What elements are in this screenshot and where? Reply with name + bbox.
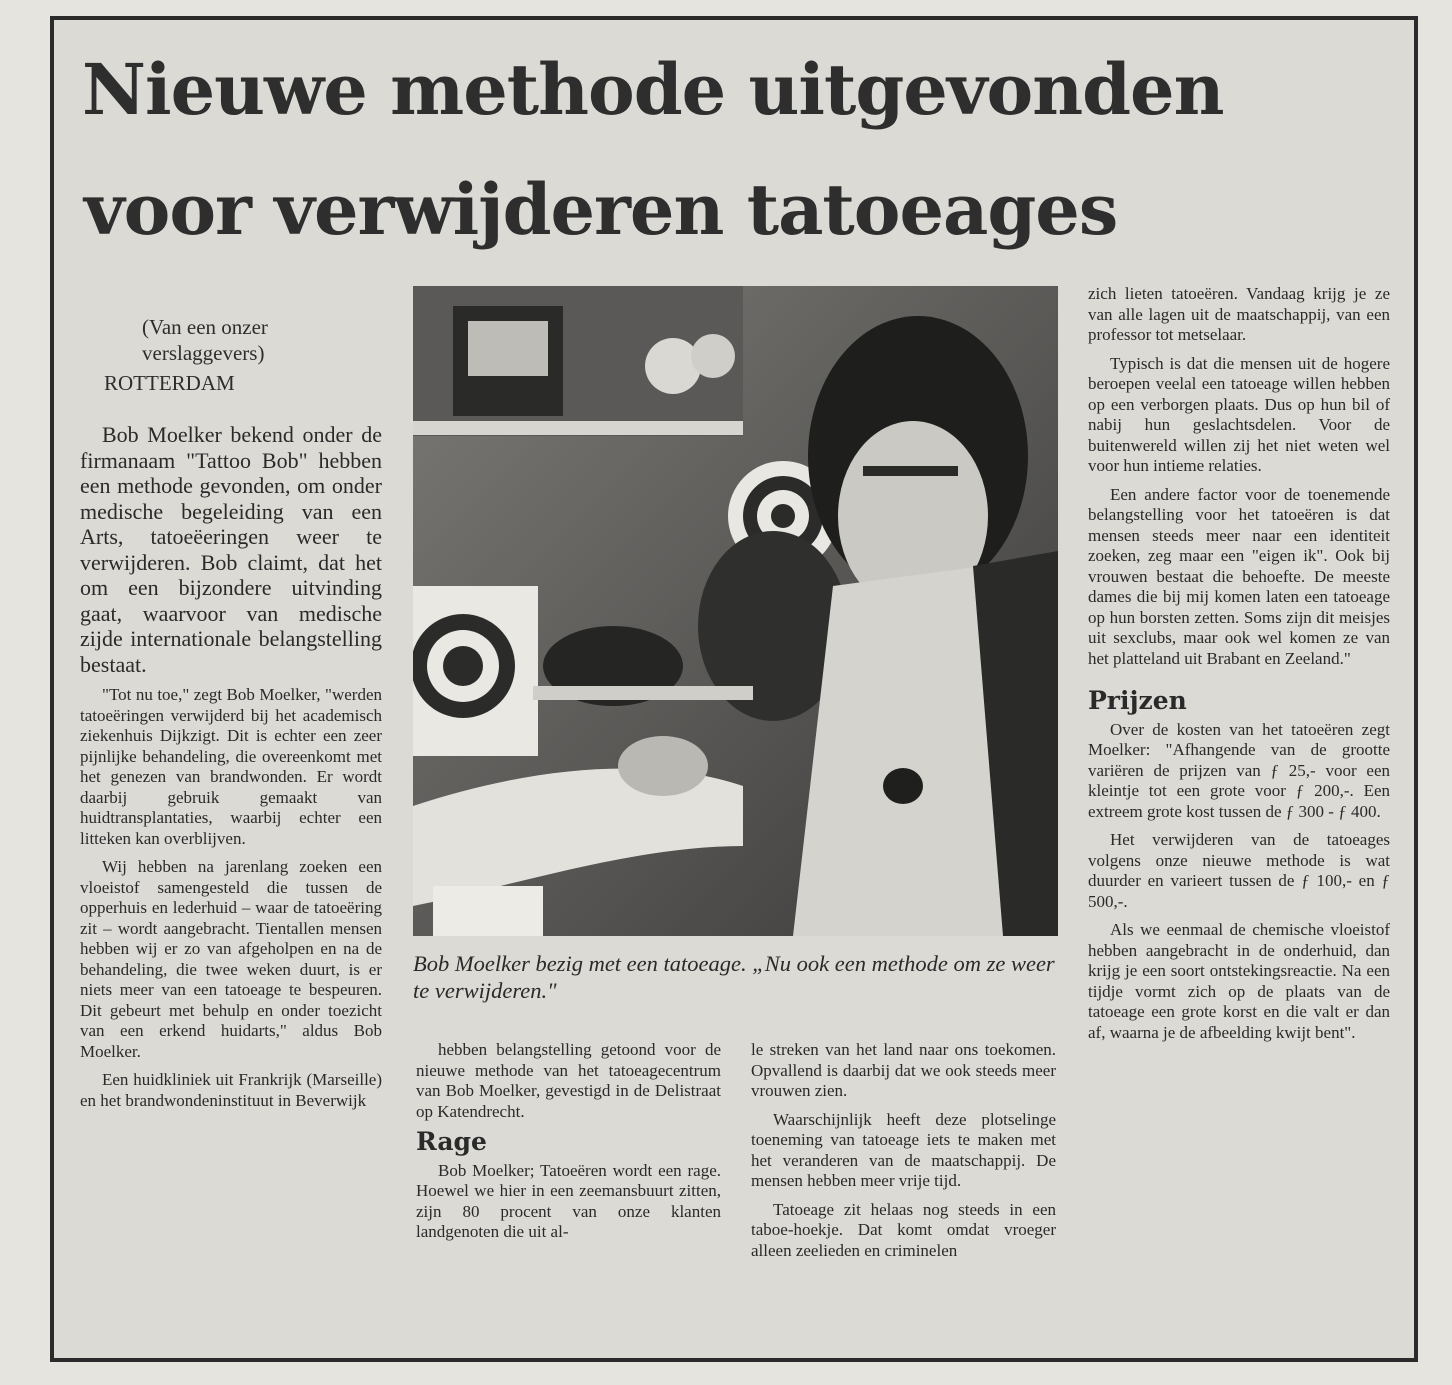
column-4	[1088, 284, 1390, 1051]
photo-caption: Bob Moelker bezig met een tatoeage. „Nu ook een methode om ze weer te verwijderen."	[413, 951, 1055, 1003]
subhead-rage: Rage	[416, 1127, 487, 1156]
byline-city: ROTTERDAM	[104, 371, 235, 395]
paragraph: Bob Moelker; Tatoeëren wordt een rage. Hoewel we hier in een zeemansbuurt zitten, zijn 80 procent van onze klanten landgenoten die uit al-	[416, 1160, 721, 1241]
paragraph: Waarschijnlijk heeft deze plotselinge toeneming van tatoeage iets te maken met het veranderen van de maatschappij. De mensen hebben meer vrije tijd.	[751, 1109, 1056, 1190]
paragraph: hebben belangstelling getoond voor de nieuwe methode van het tatoeagecentrum van Bob Moelker, gevestigd in de Delistraat op Katendrecht.	[416, 1040, 721, 1121]
paragraph: Typisch is dat die mensen uit de hogere beroepen veelal een tatoeage willen hebben op een verborgen plaats. Dus op hun bil of nabij hun geslachtsdelen. Voor de buitenwereld willen zij het niet weten wel voor hun intieme relaties.	[1088, 353, 1390, 475]
paragraph: Tatoeage zit helaas nog steeds in een taboe-hoekje. Dat komt omdat vroeger alleen zeelieden en criminelen	[751, 1199, 1056, 1260]
byline-source-2: verslaggevers)	[142, 341, 265, 365]
paragraph: zich lieten tatoeëren. Vandaag krijg je ze van alle lagen uit de maatschappij, van een professor tot metselaar.	[1088, 284, 1390, 344]
headline-line-2: voor verwijderen tatoeages	[84, 168, 1118, 251]
column-3	[751, 1040, 1056, 1269]
paragraph: Het verwijderen van de tatoeages volgens onze nieuwe methode is wat duurder en varieert tussen de ƒ 100,- en ƒ 500,-.	[1088, 830, 1390, 911]
byline-source-1: (Van een onzer	[142, 315, 268, 339]
column-2	[416, 1040, 721, 1251]
paragraph: Bob Moelker bekend onder de firmanaam "Tattoo Bob" hebben een methode gevonden, om onder medische begeleiding van een Arts, tatoeëeringen weer te verwijderen. Bob claimt, dat het om een bijzondere uitvinding gaat, waarvoor van medische zijde internationale belangstelling bestaat.	[80, 422, 382, 677]
paragraph: Als we eenmaal de chemische vloeistof hebben aangebracht in de onderhuid, dan krijg je een soort ontstekingsreactie. Na een tijdje vormt zich op de plaats van de tatoeage een grote korst en die valt er dan af, waarna je de afbeelding kwijt bent".	[1088, 920, 1390, 1042]
paragraph: Een andere factor voor de toenemende belangstelling voor het tatoeëren is dat mensen steeds meer naar een identiteit zoeken, zeg maar een "eigen ik". Ook bij vrouwen bestaat die behoefte. De meeste dames die bij mij komen laten een tatoeage op hun borsten zetten. Soms zijn dit meisjes uit sexclubs, maar ook wel komen ze van het platteland uit Brabant en Zeeland."	[1088, 484, 1390, 668]
article-frame	[50, 16, 1418, 1362]
headline-line-1: Nieuwe methode uitgevonden	[82, 48, 1224, 131]
paragraph: "Tot nu toe," zegt Bob Moelker, "werden tatoeëringen verwijderd bij het academisch ziekenhuis Dijkzigt. Dit is echter een zeer pijnlijke behandeling, die overeenkomt met het genezen van brandwonden. Er wordt daarbij gebruik gemaakt van huidtransplantaties, waarbij echter een litteken kan overblijven.	[80, 685, 382, 848]
subhead-prijzen: Prijzen	[1088, 686, 1187, 715]
paragraph: Wij hebben na jarenlang zoeken een vloeistof samengesteld die tussen de opperhuis en lederhuid – waar de tatoeëring zit – wordt aangebracht. Tientallen mensen hebben wij er zo van afgeholpen en na de behandeling, die twee weken duurt, is er niets meer van een tatoeage te bespeuren. Dit gebeurt met behulp en onder toezicht van een erkend huidarts," aldus Bob Moelker.	[80, 857, 382, 1061]
paragraph: Een huidkliniek uit Frankrijk (Marseille) en het brandwondeninstituut in Beverwijk	[80, 1070, 382, 1110]
photo-illustration	[413, 286, 1058, 936]
column-1	[80, 422, 382, 1119]
article-photo	[413, 286, 1058, 936]
byline	[104, 314, 268, 396]
paragraph: le streken van het land naar ons toekomen. Opvallend is daarbij dat we ook steeds meer vrouwen zien.	[751, 1040, 1056, 1100]
paragraph: Over de kosten van het tatoeëren zegt Moelker: "Afhangende van de grootte variëren de prijzen van ƒ 25,- voor een kleintje tot een grote voor ƒ 200,-. Een extreem grote kost tussen de ƒ 300 - ƒ 400.	[1088, 719, 1390, 821]
